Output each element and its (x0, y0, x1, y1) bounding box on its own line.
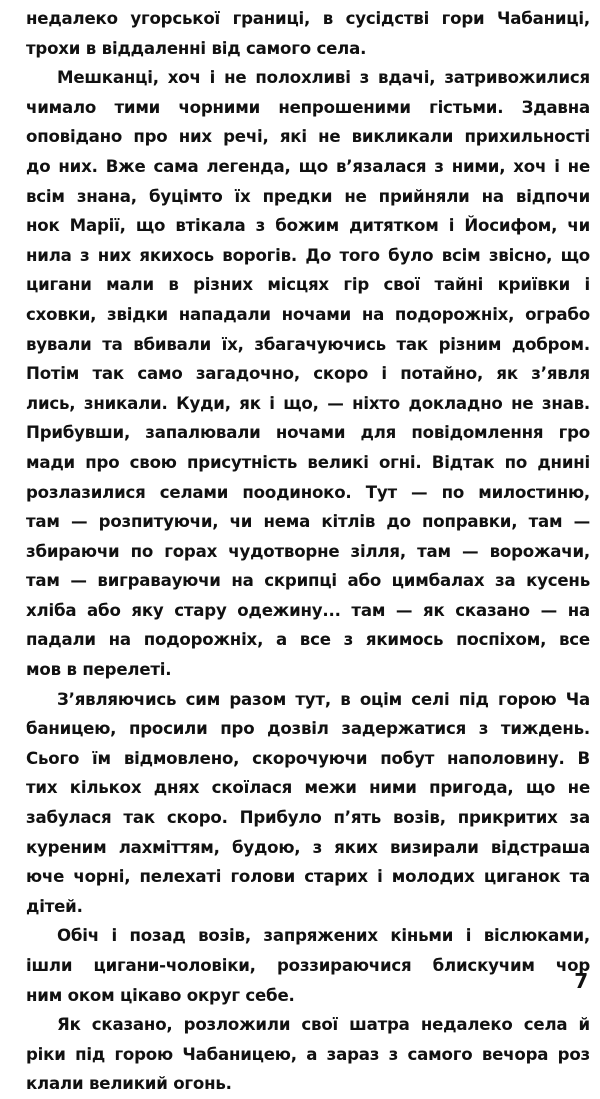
text-line: хліба або яку стару одежину... там — як сказано — на (26, 600, 590, 620)
text-line: розлазилися селами поодиноко. Тут — по милостиню, (26, 482, 590, 502)
text-line: нок Марії, що втікала з божим дитятком і Йосифом, чи (26, 216, 590, 236)
text-line: Потім так само загадочно, скоро і потайно, як з’явля (26, 364, 590, 384)
text-line: Сього їм відмовлено, скорочуючи побут наполовину. В (26, 748, 590, 768)
text-line: мади про свою присутність великі огні. Відтак по днині (26, 452, 590, 472)
text-line: ним оком цікаво округ себе. (26, 985, 295, 1005)
text-line: оповідано про них речі, які не викликали прихильності (26, 127, 590, 147)
text-line: цигани мали в різних місцях гір свої тайні криївки і (26, 275, 590, 295)
paragraph (26, 63, 590, 684)
text-line: З’являючись сим разом тут, в оцім селі під горою Ча (57, 689, 590, 709)
text-line: ріки під горою Чабаницею, а зараз з самого вечора роз (26, 1044, 590, 1064)
page-number: 7 (574, 969, 588, 993)
text-line: юче чорні, пелехаті голови старих і молодих циганок та (26, 867, 590, 887)
text-line: падали на подорожніх, а все з якимось поспіхом, все (26, 630, 590, 650)
paragraph (26, 4, 590, 63)
text-line: Обіч і позад возів, запряжених кіньми і віслюками, (57, 926, 590, 946)
text-line: до них. Вже сама легенда, що в’язалася з ними, хоч і не (26, 156, 590, 176)
text-line: чимало тими чорними непрошеними гістьми. Здавна (26, 97, 590, 117)
text-line: мов в перелеті. (26, 660, 172, 680)
text-line: тих кількох днях скоїлася межи ними пригода, що не (26, 778, 590, 798)
text-line: дітей. (26, 896, 83, 916)
text-line: недалеко угорської границі, в сусідстві гори Чабаниці, (26, 9, 590, 28)
paragraph (26, 1010, 590, 1099)
text-line: забулася так скоро. Прибуло п’ять возів, прикритих за (26, 808, 590, 828)
text-line: всім знана, буцімто їх предки не прийняли на відпочи (26, 186, 590, 206)
text-line: нила з них якихось ворогів. До того було всім звісно, що (26, 245, 590, 265)
paragraph (26, 685, 590, 922)
text-line: там — вигравауючи на скрипці або цимбалах за кусень (26, 571, 590, 591)
text-line: там — розпитуючи, чи нема кітлів до поправки, там — (26, 512, 590, 532)
text-line: збираючи по горах чудотворне зілля, там — ворожачи, (26, 541, 590, 561)
text-line: лись, зникали. Куди, як і що, — ніхто докладно не знав. (26, 393, 590, 413)
text-line: баницею, просили про дозвіл задержатися з тиждень. (26, 719, 590, 739)
text-line: сховки, звідки нападали ночами на подорожніх, ограбо (26, 304, 590, 324)
text-line: вували та вбивали їх, збагачуючись так різним добром. (26, 334, 590, 354)
paragraph (26, 921, 590, 1010)
text-line: трохи в віддаленні від самого села. (26, 38, 367, 58)
text-line: Прибувши, запалювали ночами для повідомлення гро (26, 423, 590, 443)
text-line: ішли цигани-чоловіки, роззираючися блискучим чор (26, 956, 590, 975)
page-text (26, 4, 590, 1099)
text-line: клали великий огонь. (26, 1074, 232, 1094)
text-line: куреним лахміттям, будою, з яких визирали відстраша (26, 837, 590, 857)
text-line: Мешканці, хоч і не полохливі з вдачі, затривожилися (57, 68, 590, 88)
text-line: Як сказано, розложили свої шатра недалеко села й (57, 1015, 590, 1035)
